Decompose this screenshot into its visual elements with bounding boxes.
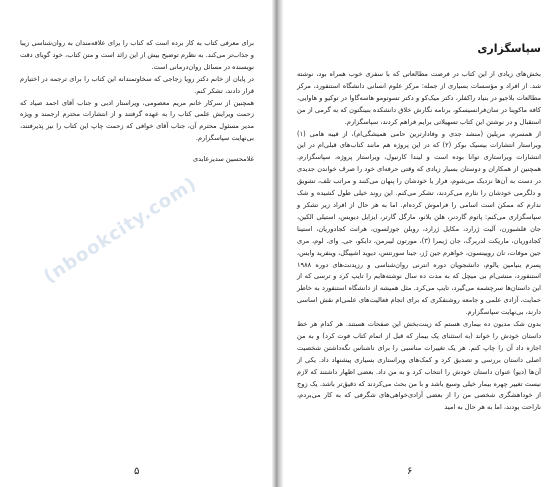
left-paragraph-2: در پایان از خانم دکتر رویا زجاجی که سخاوتمندانه این کتاب را برای ترجمه در اختیارم قرار دادند، تشکر کنم. <box>20 74 254 95</box>
right-page <box>283 0 555 487</box>
left-page-number: ۵ <box>134 466 140 477</box>
site-watermark: (nbookcity.com) <box>40 173 201 288</box>
translator-signature: غلامحسین سدیرعابدی <box>192 155 254 164</box>
left-paragraph-3: همچنین از سرکار خانم مریم معصومی، ویراستار ادبی و جناب آقای احمد صیاد که زحمت ویرایش علمی کتاب را به عهده گرفتند و از انتشارات محترم ارجمند و ویژه مدیر مسئول محترم آن، جناب آقای خوافی که زحمت چاپ این کتاب را نیز پذیرفتند، بی‌نهایت سپاسگزارم. <box>20 98 254 143</box>
right-page-number: ۶ <box>407 466 413 477</box>
right-paragraph-2: از همسرم، مریلین (منشد جدی و وفادارترین حامی همیشگی‌ام)، از فیبه هامی (۱) ویراستار انتشارات بیسیک بوکز (۲) که در این پروژه هم مانند کتاب‌های قبلی‌ام در این انتشارات ویراستاری توانا بوده است و لیندا کارنیول، ویراستار پروژه، سپاسگزارم. همچنین از همکاران و دوستان بسیار زیادی که وقتی حرفه‌ای خود را صرف خواندن جدیدی در دست به آن‌ها نزدیک می‌شوم، فرار یا خودشان را پنهان می‌کنند و مراتب تلف، تشویق و دلگرمی خودشان را نثارم می‌کردند، تشکر می‌کنم. این روند خیلی طول کشیده و شک ندارم که ممکن است اسامی را فراموش کرده‌ام. اما به هر حال از افراد زیر تشکر و سپاسگزاری می‌کنم: پاتوم گاردنر، هلن بلانو، مارگل گارتر، ایزابل دیویس، استیلی الکین، جان فلشبورن، آلیت ژرارد، مکایل ژرارد، روبلن جوزلسون، هرانت کجادوریان، استینا کجادوریان، ماریکت لدربرگ، جان ژیمرا (۳)، مورتون لیبرمن، دایکو، جی. وای. لوم، مری جین موفات، نان رویینسون، خواهرم جین رُز، جینا سورنتس، دیوید اشپیگل، وینفرید وایس، پسرم بنیامین یالوم، دانشجویان دوره انترنی روان‌شناسی و رزیدنت‌های دوره ۱۹۸۸ استنفورد، منشی‌ام بی میچل که به مدت ده سال نوشته‌هایم را تایپ کرد و ترسی که از این داستان‌ها سرچشمه می‌گیرد، تایپ می‌کرد. مثل همیشه از دانشگاه استنفورد به خاطر حمایت، آزادی علمی و جامعه روشنفکری که برای انجام فعالیت‌های علمی‌ام نقش اساسی دارند، بی‌نهایت سپاسگزارم. <box>297 129 542 317</box>
right-paragraph-3: بدون شک مدیون ده بیماری هستم که زینت‌بخش این صفحات هستند. هر کدام هر خط داستان خودش را خواند (به استثنای یک بیمار که قبل از اتمام کتاب فوت کرد) و به من اجازه داد آن را چاپ کنم. هر یک تغییرات مناسبی را برای ناشناس نگه‌داشتن شخصیت اصلی داستان بررسی و تصدیق کرد و کمک‌های ویراستاری بسیاری پیشنهاد داد. یکی از آن‌ها (دیو) عنوان داستان خودش را انتخاب کرد و به من داد. بعضی اظهار داشتند که لازم نیست تغییر چهره بیمار خیلی وسیع باشد و با من بحث می‌کردند که دقیق‌تر باشد. یک زوج از خوداهشگری شخصی من را از بعضی آزادی‌خواهی‌های شگرفی که به کار می‌بردم، ناراحت بودند، اما به هر حال به امید <box>297 320 541 412</box>
left-paragraph-1: برای معرفی کتاب به کار برده است که کتاب را برای علاقه‌مندان به روان‌شناسی زیبا و جذاب‌تر می‌کند. به نظرم توضیح بیش از این زائد است و متن کتاب، خود گویای دقت نویسنده در مسائل روان‌درمانی است. <box>20 39 254 71</box>
left-page <box>0 0 272 487</box>
acknowledgements-title: سپاسگزاری <box>477 42 541 55</box>
right-paragraph-1: بخش‌های زیادی از این کتاب در فرصت مطالعاتی که با سفری خوب همراه بود، نوشته شد. از افراد و مؤسسات بسیاری از جمله: مرکز علوم انسانی دانشگاه استنفورد، مرکز مطالعات بلاجیو در بنیاد راکفلر، دکتر میک‌کو و دکتر تسوتومو هاسه‌گاوا در توکیو و هاوایی، کافه ماکوینا در سان‌فرانسیسکو، برنامه نگارش خلاق دانشکده بنینگتون که به گرمی از من استقبال و در نوشتن این کتاب تسهیلاتی برایم فراهم کردند، سپاسگزارم. <box>297 70 541 126</box>
book-gutter <box>272 0 283 487</box>
